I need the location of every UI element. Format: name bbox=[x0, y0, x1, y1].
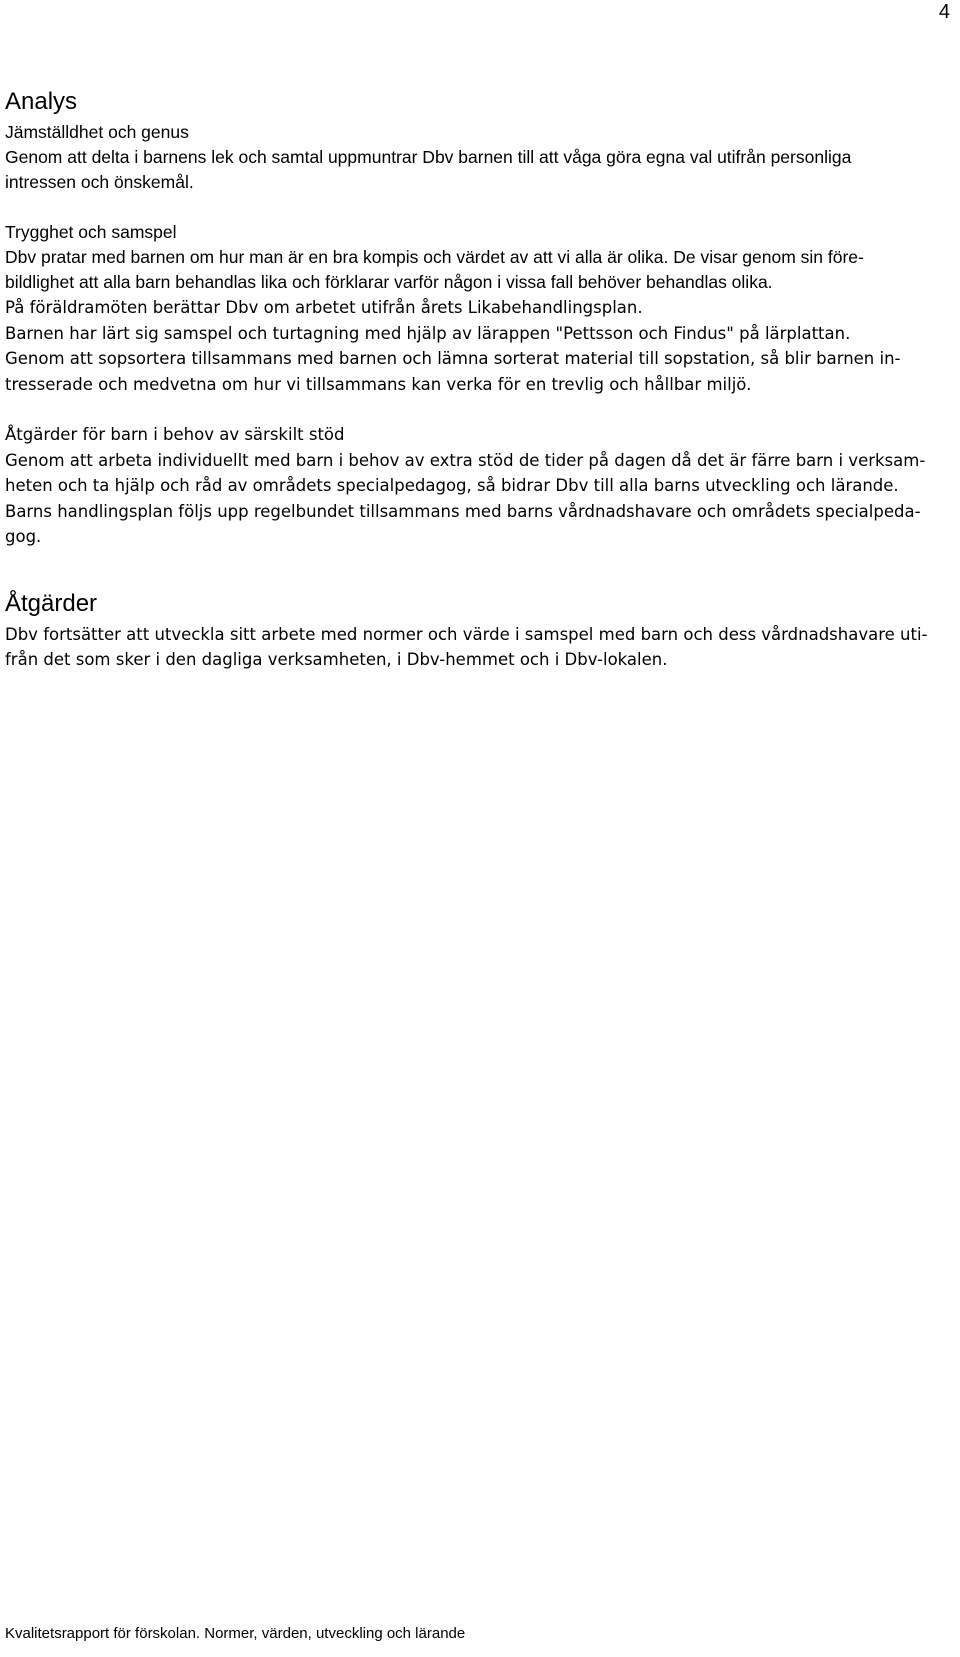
subheading-atgarder-stod: Åtgärder för barn i behov av särskilt stöd bbox=[5, 425, 345, 444]
paragraph-line: Barnen har lärt sig samspel och turtagning med hjälp av lärappen "Pettsson och Findus" på lärplattan. bbox=[5, 323, 851, 343]
paragraph-line: bildlighet att alla barn behandlas lika och förklarar varför någon i vissa fall behöver behandlas olika. bbox=[5, 272, 773, 292]
paragraph-line: Genom att delta i barnens lek och samtal uppmuntrar Dbv barnen till att våga göra egna val utifrån personliga bbox=[5, 147, 852, 167]
section-heading-analys: Analys bbox=[5, 88, 78, 115]
subheading-jamstalldhet: Jämställdhet och genus bbox=[5, 122, 189, 142]
document-body bbox=[5, 84, 950, 673]
paragraph-line: gog. bbox=[5, 527, 42, 546]
page-footer: Kvalitetsrapport för förskolan. Normer, värden, utveckling och lärande bbox=[5, 1625, 466, 1642]
section-heading-atgarder: Åtgärder bbox=[5, 589, 98, 617]
paragraph-line: Dbv pratar med barnen om hur man är en bra kompis och värdet av att vi alla är olika. De visar genom sin före- bbox=[5, 247, 864, 267]
paragraph-line: intressen och önskemål. bbox=[5, 172, 194, 192]
paragraph-line: Dbv fortsätter att utveckla sitt arbete med normer och värde i samspel med barn och dess vårdnadshavare uti- bbox=[5, 624, 928, 644]
paragraph-line: Genom att sopsortera tillsammans med barnen och lämna sorterat material till sopstation, så blir barnen in- bbox=[5, 349, 901, 368]
subheading-trygghet: Trygghet och samspel bbox=[5, 222, 177, 242]
paragraph-line: heten och ta hjälp och råd av områdets specialpedagog, så bidrar Dbv till alla barns utveckling och lärande. bbox=[5, 476, 899, 495]
paragraph-line: Barns handlingsplan följs upp regelbundet tillsammans med barns vårdnadshavare och områdets specialpeda- bbox=[5, 501, 921, 521]
paragraph-line: Genom att arbeta individuellt med barn i behov av extra stöd de tider på dagen då det är färre barn i verksam- bbox=[5, 450, 926, 470]
paragraph-line: tresserade och medvetna om hur vi tillsammans kan verka för en trevlig och hållbar miljö. bbox=[5, 374, 752, 394]
paragraph-line: På föräldramöten berättar Dbv om arbetet utifrån årets Likabehandlingsplan. bbox=[5, 298, 643, 317]
page-number: 4 bbox=[938, 1, 950, 23]
paragraph-line: från det som sker i den dagliga verksamheten, i Dbv-hemmet och i Dbv-lokalen. bbox=[5, 650, 668, 669]
